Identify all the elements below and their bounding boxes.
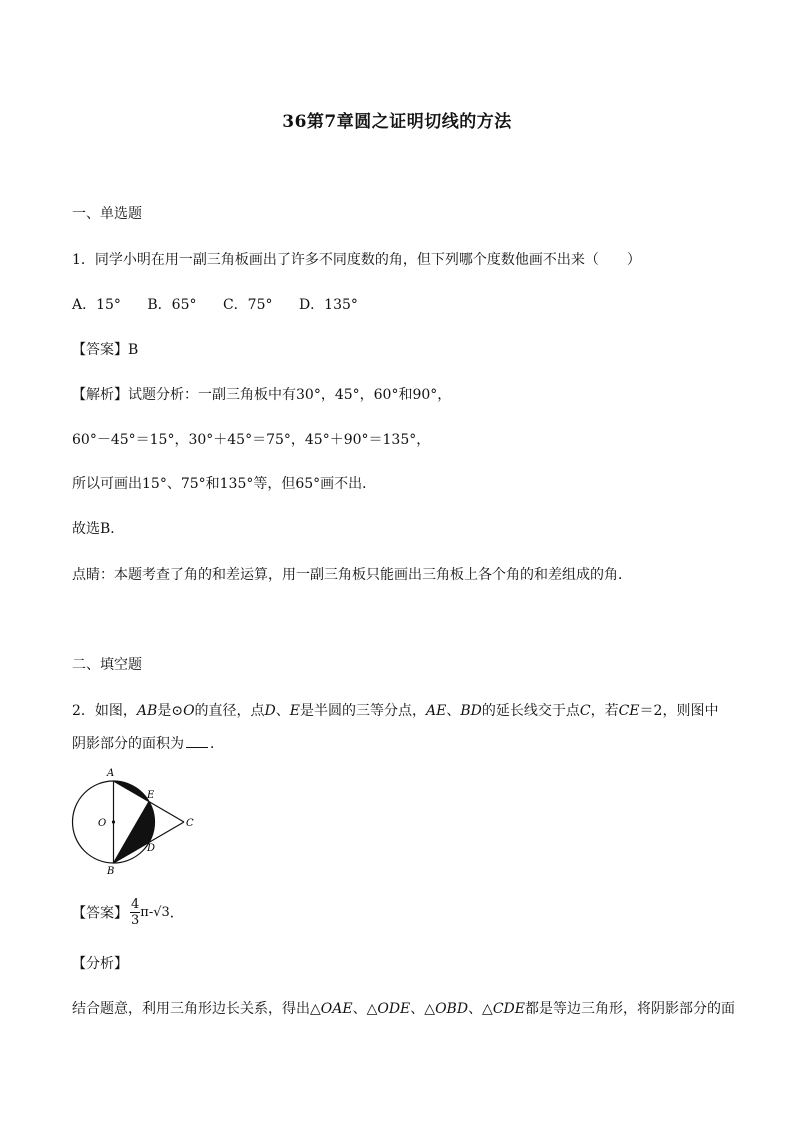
stem-var: O	[183, 703, 195, 719]
question-1-options	[72, 294, 380, 314]
stem-text: 的直径，点	[194, 703, 265, 719]
question-1-analysis-line: 60°－45°＝15°，30°＋45°＝75°，45°＋90°＝135°，	[72, 432, 431, 448]
triangle-name: OAE	[320, 1001, 353, 1017]
option-a: A．15°	[72, 297, 121, 313]
analysis-text: 、△	[352, 1001, 378, 1017]
analysis-text: 都是等边三角形，将阴影部分的面	[525, 1001, 735, 1017]
fraction-numerator: 4	[131, 897, 140, 912]
stem-var: C	[579, 703, 591, 719]
stem-text: ．	[210, 736, 224, 752]
stem-text: 阴影部分的面积为	[72, 736, 184, 752]
stem-text: 、	[275, 703, 290, 719]
page-title: 36第7章圆之证明切线的方法	[282, 112, 512, 132]
question-2-stem-line-1	[72, 700, 718, 720]
stem-var: AE	[426, 703, 447, 719]
stem-var: CE	[618, 703, 640, 719]
geometry-figure	[62, 764, 198, 880]
stem-var: AB	[136, 703, 158, 719]
question-1-analysis-line	[72, 384, 451, 404]
stem-text: 、	[446, 703, 461, 719]
question-1-analysis-line: 故选B．	[72, 521, 125, 537]
analysis-text: 、△	[410, 1001, 436, 1017]
answer-end: ．	[169, 905, 184, 922]
question-1-analysis-line: 所以可画出15°、75°和135°等，但65°画不出．	[72, 476, 377, 492]
section-heading-fill-blank: 二、填空题	[72, 657, 142, 673]
label-b: B	[107, 866, 115, 877]
triangle-name: ODE	[377, 1001, 411, 1017]
stem-text: 2．如图，	[72, 703, 137, 719]
stem-text: 的延长线交于点	[481, 703, 580, 719]
label-a: A	[107, 768, 115, 779]
stem-text: 是⊙	[157, 703, 184, 719]
analysis-text: 结合题意，利用三角形边长关系，得出△	[72, 1001, 321, 1017]
question-2-answer	[72, 897, 184, 928]
question-2-analysis-label: 【分析】	[72, 956, 128, 972]
label-e: E	[147, 790, 155, 801]
label-o: O	[98, 818, 107, 829]
answer-value: B	[128, 342, 139, 358]
option-c: C．75°	[222, 297, 273, 313]
analysis-text: 、△	[468, 1001, 493, 1017]
stem-text: ，若	[590, 703, 619, 719]
option-b: B．65°	[147, 297, 197, 313]
question-2-stem-line-2	[72, 733, 224, 753]
stem-text: ＝2，则图中	[639, 703, 719, 719]
answer-fraction	[130, 897, 140, 928]
triangle-name: CDE	[492, 1001, 525, 1017]
question-1-answer	[72, 339, 138, 359]
analysis-text: 试题分析：一副三角板中有30°，45°，60°和90°，	[128, 387, 452, 403]
label-d: D	[147, 843, 156, 854]
answer-blank	[186, 735, 208, 748]
answer-label: 【答案】	[72, 905, 128, 922]
analysis-label: 【解析】	[72, 387, 128, 403]
question-2-analysis-text	[72, 998, 735, 1018]
center-point-o	[112, 820, 115, 823]
answer-rest: π-√3	[140, 905, 170, 920]
question-1-stem: 1．同学小明在用一副三角板画出了许多不同度数的角，但下列哪个度数他画不出来（ ）	[72, 252, 641, 268]
label-c: C	[186, 818, 194, 829]
stem-var: BD	[460, 703, 482, 719]
section-heading-single-choice: 一、单选题	[72, 206, 142, 222]
question-1-commentary: 点睛：本题考查了角的和差运算，用一副三角板只能画出三角板上各个角的和差组成的角．	[72, 567, 632, 583]
answer-label: 【答案】	[72, 342, 128, 358]
stem-var: D	[264, 703, 276, 719]
fraction-denominator: 3	[131, 913, 140, 928]
stem-text: 是半圆的三等分点，	[300, 703, 427, 719]
stem-var: E	[289, 703, 301, 719]
option-d: D．135°	[298, 297, 358, 313]
triangle-name: OBD	[435, 1001, 469, 1017]
